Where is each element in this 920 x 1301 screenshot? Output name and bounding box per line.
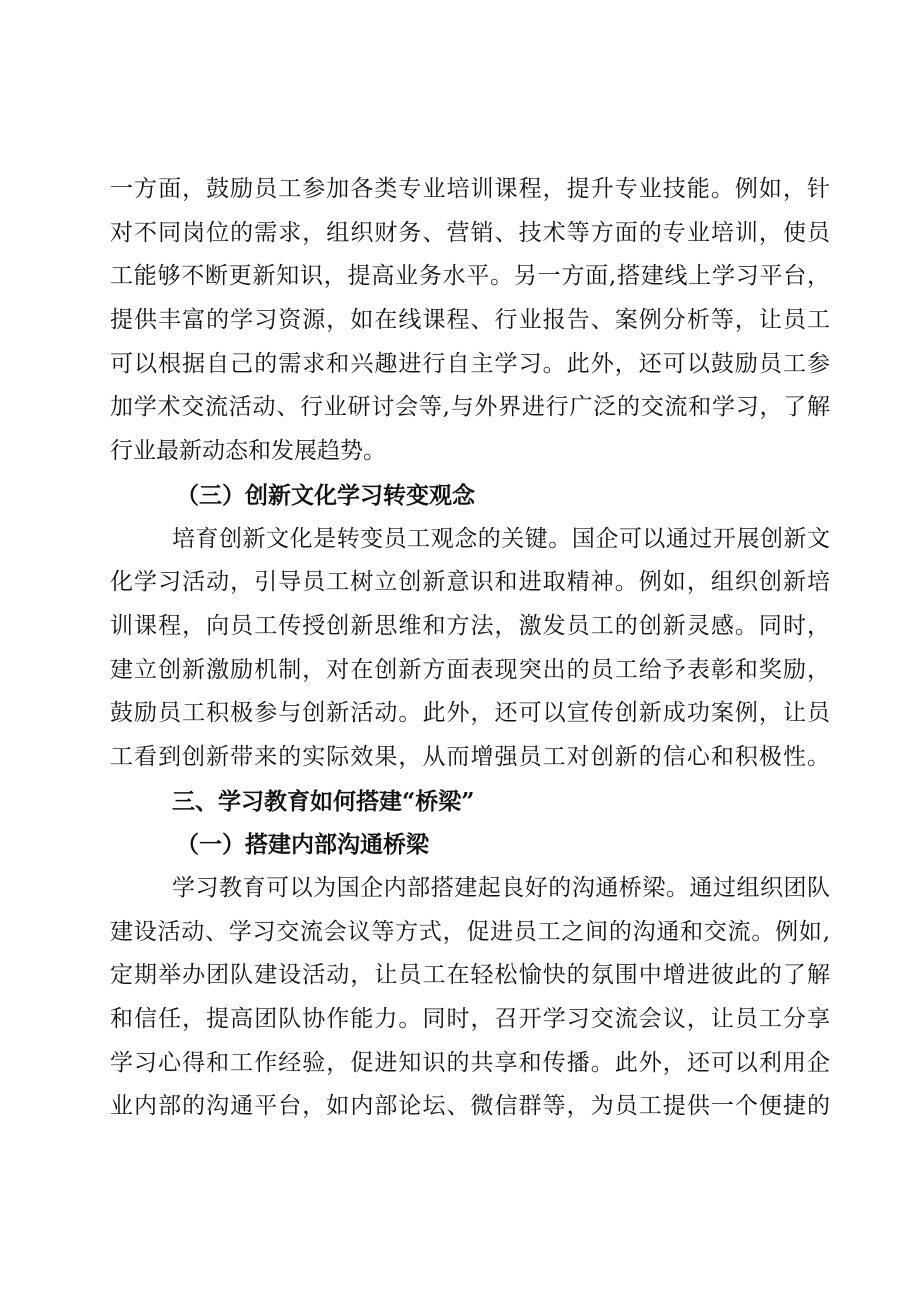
paragraph-innovation-culture <box>110 518 830 780</box>
text-line: 鼓励员工积极参与创新活动。此外，还可以宣传创新成功案例，让员 <box>110 700 830 727</box>
text-line: 一方面，鼓励员工参加各类专业培训课程，提升专业技能。例如，针 <box>110 176 830 202</box>
paragraph-internal-communication <box>110 867 830 1129</box>
text-line: 训课程，向员工传授创新思维和方法，激发员工的创新灵感。同时， <box>110 612 830 639</box>
text-line: 建立创新激励机制，对在创新方面表现突出的员工给予表彰和奖励， <box>110 656 830 683</box>
text-line: 对不同岗位的需求，组织财务、营销、技术等方面的专业培训，使员 <box>110 219 830 246</box>
text-line: 定期举办团队建设活动，让员工在轻松愉快的氛围中增进彼此的了解 <box>110 962 830 989</box>
text-line: 学习心得和工作经验，促进知识的共享和传播。此外，还可以利用企 <box>110 1049 830 1076</box>
text-line: 工看到创新带来的实际效果，从而增强员工对创新的信心和积极性。 <box>110 743 830 770</box>
paragraph-professional-training <box>110 168 830 474</box>
text-line: 培育创新文化是转变员工观念的关键。国企可以通过开展创新文 <box>172 525 830 552</box>
text-line: 学习教育可以为国企内部搭建起良好的沟通桥梁。通过组织团队 <box>172 875 830 901</box>
text-line: 加学术交流活动、行业研讨会等,与外界进行广泛的交流和学习，了解 <box>110 394 830 421</box>
heading-innovation-culture: （三）创新文化学习转变观念 <box>176 481 475 509</box>
text-line: 可以根据自己的需求和兴趣进行自主学习。此外，还可以鼓励员工参 <box>110 350 830 377</box>
text-line: 工能够不断更新知识，提高业务水平。另一方面,搭建线上学习平台， <box>110 263 830 290</box>
text-line: 业内部的沟通平台，如内部论坛、微信群等，为员工提供一个便捷的 <box>110 1093 830 1120</box>
document-body <box>110 168 830 1129</box>
heading-internal-bridge: （一）搭建内部沟通桥梁 <box>176 831 429 859</box>
text-line: 建设活动、学习交流会议等方式，促进员工之间的沟通和交流。例如, <box>110 918 830 945</box>
text-line: 化学习活动，引导员工树立创新意识和进取精神。例如，组织创新培 <box>110 569 830 596</box>
text-line: 和信任，提高团队协作能力。同时，召开学习交流会议，让员工分享 <box>110 1006 830 1033</box>
text-line: 提供丰富的学习资源，如在线课程、行业报告、案例分析等，让员工 <box>110 307 830 334</box>
heading-section-three: 三、学习教育如何搭建“桥梁” <box>172 787 475 815</box>
text-line: 行业最新动态和发展趋势。 <box>110 438 386 465</box>
